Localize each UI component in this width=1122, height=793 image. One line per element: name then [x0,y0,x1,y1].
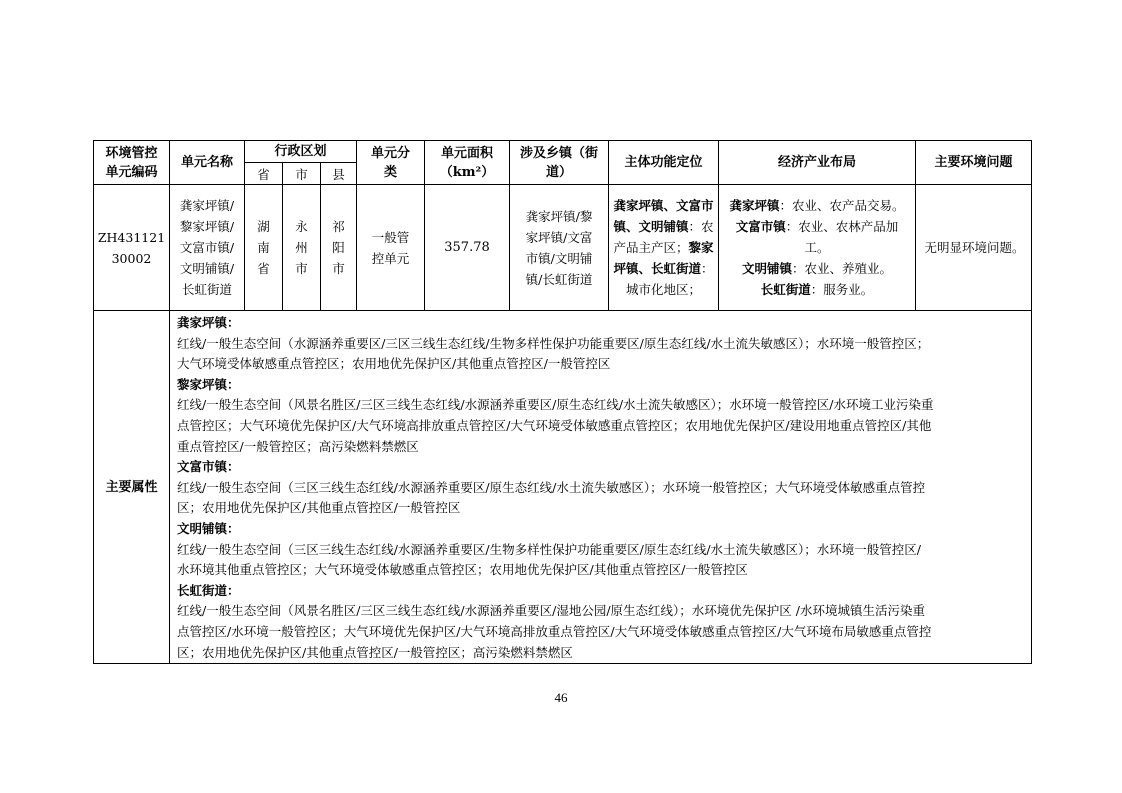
section-title: 黎家坪镇： [177,376,240,392]
section-title: 文富市镇： [177,459,240,475]
section-title: 龚家坪镇： [177,315,240,330]
towns-cell: 龚家坪镇/黎 家坪镇/文富 市镇/文明铺 镇/长虹街道 [510,185,609,311]
attributes-cell [170,311,1032,664]
page-number: 46 [554,690,568,705]
header-function: 主体功能定位 [609,141,719,185]
header-unit-code: 环境管控单元编码 [94,141,170,185]
function-cell: 龚家坪镇、文富市镇、文明铺镇：农产品主产区；黎家坪镇、长虹街道：城市化地区； [609,185,719,311]
county-cell: 祁阳市 [321,185,357,311]
header-unit-class: 单元分类 [357,141,425,185]
section-line: 区；农用地优先保护区/其他重点管控区/一般管控区；高污染燃料禁燃区 [177,644,573,660]
section-line: 红线/一般生态空间（风景名胜区/三区三线生态红线/水源涵养重要区/原生态红线/水土流失敏感区）；水环境一般管控区/水环境工业污染重 [177,397,934,413]
header-unit-name: 单元名称 [170,141,245,185]
header-economy: 经济产业布局 [719,141,916,185]
header-area: 单元面积 （km²） [425,141,510,185]
unit-code-cell: ZH431121 30002 [94,185,170,311]
section-line: 红线/一般生态空间（三区三线生态红线/水源涵养重要区/生物多样性保护功能重要区/原生态红线/水土流失敏感区）；水环境一般管控区/ [177,541,922,557]
section-line: 重点管控区/一般管控区；高污染燃料禁燃区 [177,438,419,454]
section-title: 长虹街道： [177,582,240,598]
area-cell: 357.78 [425,185,510,311]
env-issue-cell: 无明显环境问题。 [916,185,1032,311]
section-line: 大气环境受体敏感重点管控区；农用地优先保护区/其他重点管控区/一般管控区 [177,356,611,372]
city-cell: 永州市 [283,185,321,311]
attributes-label: 主要属性 [94,311,170,664]
unit-name-cell: 龚家坪镇/ 黎家坪镇/ 文富市镇/ 文明铺镇/ 长虹街道 [170,185,245,311]
header-admin-region: 行政区划 [245,141,357,163]
section-line: 点管控区；大气环境优先保护区/大气环境高排放重点管控区/大气环境受体敏感重点管控区；农用地优先保护区/建设用地重点管控区/其他 [177,417,932,433]
header-env-issues: 主要环境问题 [916,141,1032,185]
header-county: 县 [321,163,357,185]
header-province: 省 [245,163,283,185]
section-line: 区；农用地优先保护区/其他重点管控区/一般管控区 [177,500,461,516]
section-line: 红线/一般生态空间（水源涵养重要区/三区三线生态红线/生物多样性保护功能重要区/原生态红线/水土流失敏感区）；水环境一般管控区； [177,335,930,351]
control-unit-table [93,140,1032,664]
header-towns: 涉及乡镇（街道） [510,141,609,185]
unit-class-cell: 一般管控单元 [357,185,425,311]
section-line: 红线/一般生态空间（风景名胜区/三区三线生态红线/水源涵养重要区/湿地公园/原生态红线）；水环境优先保护区 /水环境城镇生活污染重 [177,603,925,619]
section-title: 文明铺镇： [177,520,240,536]
header-city: 市 [283,163,321,185]
section-line: 点管控区/水环境一般管控区；大气环境优先保护区/大气环境高排放重点管控区/大气环境受体敏感重点管控区/大气环境布局敏感重点管控 [177,623,932,639]
section-line: 水环境其他重点管控区；大气环境受体敏感重点管控区；农用地优先保护区/其他重点管控区/一般管控区 [177,562,748,578]
section-line: 红线/一般生态空间（三区三线生态红线/水源涵养重要区/原生态红线/水土流失敏感区）；水环境一般管控区；大气环境受体敏感重点管控 [177,479,926,495]
province-cell: 湖南省 [245,185,283,311]
economy-cell: 龚家坪镇：农业、农产品交易。 文富市镇：农业、农林产品加工。 文明铺镇：农业、养殖业。 长虹街道：服务业。 [719,185,916,311]
